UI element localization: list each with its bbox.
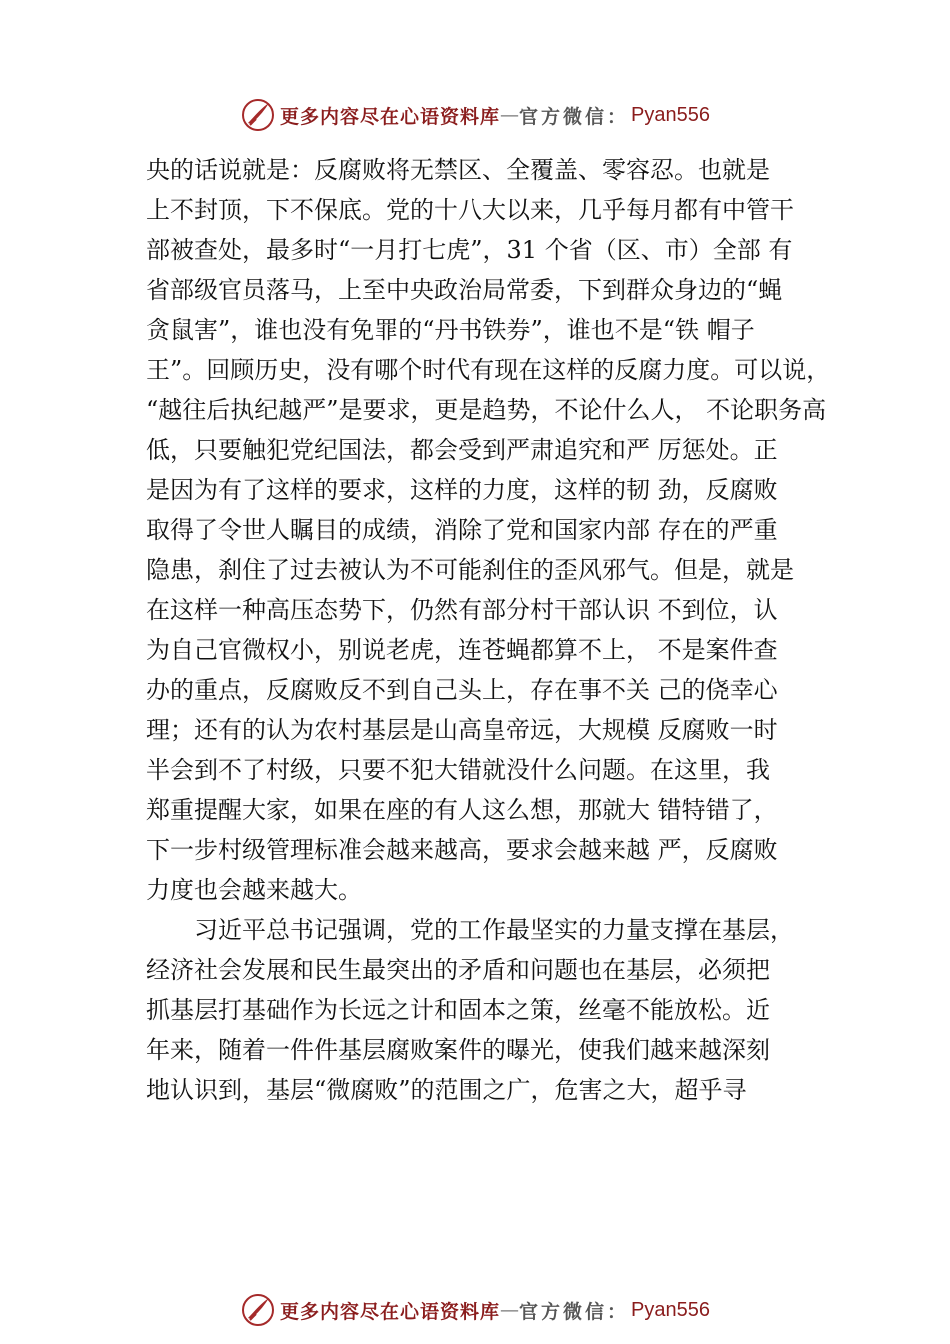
- body-line: 经济社会发展和民生最突出的矛盾和问题也在基层，必须把: [146, 956, 770, 984]
- header-wechat-label: 官方微信：: [519, 105, 630, 128]
- body-line: 抓基层打基础作为长远之计和固本之策，丝毫不能放松。近: [146, 996, 770, 1024]
- header-site-text: 更多内容尽在心语资料库: [280, 105, 501, 128]
- body-line: 取得了令世人瞩目的成绩，消除了党和国家内部 存在的严重: [146, 516, 778, 544]
- header-separator: —: [500, 104, 520, 126]
- body-line: 省部级官员落马，上至中央政治局常委，下到群众身边的“蝇: [146, 276, 783, 304]
- footer-separator: —: [500, 1299, 520, 1321]
- body-line: 王”。回顾历史，没有哪个时代有现在这样的反腐力度。可以说，: [146, 356, 831, 384]
- document-body: [146, 150, 836, 1110]
- footer-wechat-label: 官方微信：: [519, 1300, 630, 1323]
- body-line: 办的重点，反腐败反不到自己头上，存在事不关 己的侥幸心: [146, 676, 778, 704]
- body-line: 力度也会越来越大。: [146, 876, 362, 904]
- body-line: 为自己官微权小，别说老虎，连苍蝇都算不上， 不是案件查: [146, 636, 778, 664]
- footer-site-text: 更多内容尽在心语资料库: [280, 1300, 501, 1323]
- body-line: 贪鼠害”，谁也没有免罪的“丹书铁券”，谁也不是“铁 帽子: [146, 316, 755, 344]
- body-line: 是因为有了这样的要求，这样的力度，这样的韧 劲，反腐败: [146, 476, 778, 504]
- header-wechat-id: Pyan556: [631, 103, 710, 126]
- body-line: 上不封顶，下不保底。党的十八大以来，几乎每月都有中管干: [146, 196, 794, 224]
- quill-logo-icon: [240, 1292, 276, 1328]
- body-line: 低，只要触犯党纪国法，都会受到严肃追究和严 厉惩处。正: [146, 436, 778, 464]
- body-line: 在这样一种高压态势下，仍然有部分村干部认识 不到位，认: [146, 596, 778, 624]
- quill-logo-icon: [240, 97, 276, 133]
- body-line: “越往后执纪越严”是要求，更是趋势，不论什么人， 不论职务高: [146, 396, 827, 424]
- body-line: 郑重提醒大家，如果在座的有人这么想，那就大 错特错了，: [146, 796, 778, 824]
- body-line: 下一步村级管理标准会越来越高，要求会越来越 严，反腐败: [146, 836, 778, 864]
- body-line: 地认识到，基层“微腐败”的范围之广，危害之大，超乎寻: [146, 1076, 747, 1104]
- body-line: 理；还有的认为农村基层是山高皇帝远，大规模 反腐败一时: [146, 716, 778, 744]
- footer-wechat-id: Pyan556: [631, 1298, 710, 1321]
- body-line: 隐患，刹住了过去被认为不可能刹住的歪风邪气。但是，就是: [146, 556, 794, 584]
- body-line: 央的话说就是：反腐败将无禁区、全覆盖、零容忍。也就是: [146, 156, 770, 184]
- body-line: 年来，随着一件件基层腐败案件的曝光，使我们越来越深刻: [146, 1036, 770, 1064]
- body-line: 部被查处，最多时“一月打七虎”，31 个省（区、市）全部 有: [146, 236, 793, 264]
- header-banner: [0, 95, 950, 135]
- footer-banner: [0, 1290, 950, 1330]
- body-line: 习近平总书记强调，党的工作最坚实的力量支撑在基层，: [146, 916, 794, 944]
- body-line: 半会到不了村级，只要不犯大错就没什么问题。在这里，我: [146, 756, 770, 784]
